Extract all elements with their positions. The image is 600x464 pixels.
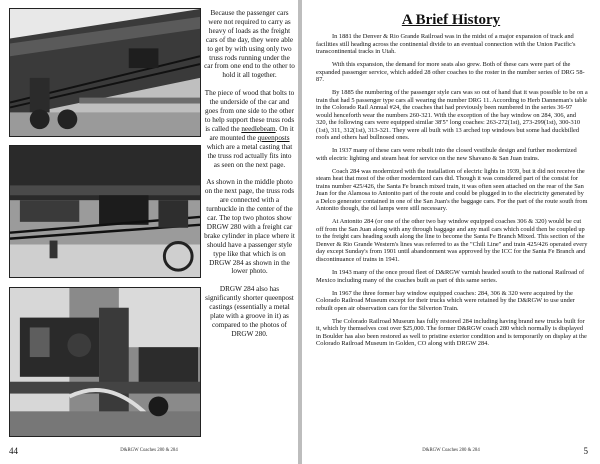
caption-text: . On it are mounted the: [209, 124, 294, 142]
running-head-right: D&RGW Coaches 280 & 284: [422, 448, 480, 453]
article-paragraph: In 1943 many of the once proud fleet of D&RGW varnish headed south to the national Railroad of Mexico including many of the coaches built as part of this same series.: [316, 269, 585, 284]
article-body: [316, 33, 588, 353]
article-paragraph: In 1967 the three former bay window equipped coaches: 284, 306 & 320 were acquired by the Colorado Railroad Museum except for their trucks which were retained by the D&RGW to use under rebuilt open air observation cars for the Silverton Train.: [316, 289, 575, 312]
article-title: A Brief History: [401, 12, 501, 28]
term-queenposts: queenposts: [257, 133, 290, 142]
term-needlebeam: needlebeam: [241, 124, 276, 133]
caption-paragraph: [204, 89, 295, 169]
photo-caption-column: [204, 9, 295, 348]
caption-paragraph: Because the passenger cars were not required to carry as heavy of loads as the freight cars of the day, they were able to get by with using only two truss rods running under the car from one end to the other to hold it all together.: [204, 9, 295, 80]
photo-car-underside-truss-rods: [9, 8, 201, 137]
photo-brake-cylinder-drgw-284: [9, 287, 201, 437]
caption-text: The piece of wood that bolts to the underside of the car and goes from one side to the other to help support these truss rods is called the: [204, 89, 295, 133]
article-paragraph: By 1885 the numbering of the passenger style cars was so out of hand that it was possible to be on a train that had 5 passenger type cars all wearing the number DRG 11. According to Herb Danneman's table in the Colorado Rail Annual #24, the coaches that had previously been numbered in the series 36-97 would henceforth wear the numbers 260-321. With the exception of the bay window on 284, 306, and 320, the following cars were equipped similar 38'5" long coaches: 263-272(1st), 273-299(1st), 300-310 (1st), 311, 312(1st), 313-321. They were all built with 13 arched top windows but some had duckbilled roofs and others had bullnosed ones.: [316, 89, 588, 142]
article-paragraph: At Antonito 284 (or one of the other two bay window equipped coaches 306 & 320) would be cut off from the San Juan along with any through baggage and any mail cars which could then be coupled up to the freight cars heading south along the line to become the Santa Fe Branch Mixed. This section of the Denver & Rio Grande Western's lines was referred to as the "Chili Line" and train 425/426 operated every day except Sunday's from 1901 until abandonment was approved by the ICC for the Santa Fe Branch and discontinuance of trains in 1941.: [316, 218, 588, 263]
page-number-right: 5: [583, 446, 588, 456]
page-number-left: 44: [9, 446, 18, 456]
caption-paragraph: As shown in the middle photo on the next page, the truss rods are connected with a turnbuckle in the center of the car. The top two photos show DRGW 280 with a freight car brake cylinder in place where it should have a passenger style type like that which is on DRGW 284 as shown in the lower photo.: [204, 178, 295, 276]
article-paragraph: Coach 284 was modernized with the installation of electric lights in 1939, but it did not receive the steam heat that most of the other modernized cars did. Though it was considered part of the consist for trains number 425/426, the Santa Fe branch mixed train, it was often seen attached on the rear of the San Juan for the Alamosa to Antonito part of the route and could be plugged in to the electricity generated by a Delco generator contained in one of the San Juan's the baggage cars. For the part of the route south from Antonito though, the oil lamps were still necessary.: [316, 167, 588, 213]
right-page: [302, 0, 600, 464]
running-head-left: D&RGW Coaches 280 & 284: [120, 448, 178, 453]
left-page: [0, 0, 298, 464]
article-paragraph: In 1881 the Denver & Rio Grande Railroad was in the midst of a major expansion of track and facilities still heading across the continental divide to an eventual connection with the Union Pacific's transcontinental tracks in Utah.: [316, 33, 576, 55]
article-paragraph: In 1937 many of these cars were rebuilt into the closed vestibule design and further modernized with electric lighting and steam heat for service on the new Shavano & San Juan trains.: [316, 147, 577, 162]
caption-text: which are a metal casting that the truss rod actually fits into as seen on the next page.: [206, 142, 293, 169]
photo-2-image: [10, 146, 200, 277]
caption-paragraph: DRGW 284 also has significantly shorter queenpost castings (essentially a metal plate with a groove in it) as compared to the photos of DRGW 280.: [205, 285, 294, 338]
photo-3-image: [10, 288, 200, 436]
article-paragraph: With this expansion, the demand for more seats also grew. Both of these cars were part of the expanded passenger service, which added 28 other coaches to the roster in the number series of DRG 58-87.: [316, 61, 585, 84]
photo-1-image: [10, 9, 200, 136]
photo-needlebeam-queenposts: [9, 145, 201, 278]
article-paragraph: The Colorado Railroad Museum has fully restored 284 including having brand new trucks built for it, which by themselves cost over $25,000. The former D&RGW coach 280 which normally is displayed in Boulder has also been restored as well to pristine exterior condition and is temporarily on display at the Colorado Railroad Museum in Golden, CO along with DRGW 284.: [316, 317, 587, 348]
